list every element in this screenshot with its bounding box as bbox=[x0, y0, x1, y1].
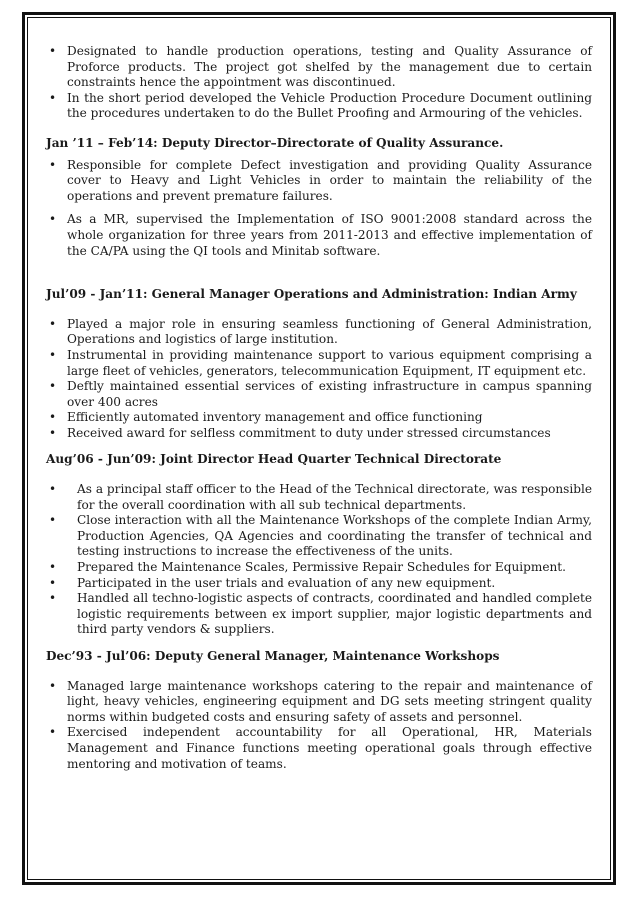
intro-bullet-list bbox=[46, 44, 592, 122]
list-item: • Handled all techno-logistic aspects of contracts, coordinated and handled complete logistic requirements between ex import supplier, major logistic departments and third party vendors & suppliers. bbox=[46, 591, 592, 638]
section-heading-operations: Jul’09 - Jan’11: General Manager Operations and Administration: Indian Army bbox=[46, 287, 577, 302]
section-heading-qa: Jan ’11 – Feb’14: Deputy Director–Directorate of Quality Assurance. bbox=[46, 135, 504, 150]
list-item: • Efficiently automated inventory management and office functioning bbox=[46, 410, 592, 426]
section-qa-bullet-list bbox=[46, 158, 592, 260]
list-item: • Managed large maintenance workshops catering to the repair and maintenance of light, heavy vehicles, engineering equipment and DG sets meeting stringent quality norms within budgeted costs and ensuring safety of assets and personnel. bbox=[46, 679, 592, 726]
section-heading-workshops: Dec’93 - Jul’06: Deputy General Manager, Maintenance Workshops bbox=[46, 649, 500, 663]
section-heading-technical: Aug’06 - Jun’09: Joint Director Head Quarter Technical Directorate bbox=[46, 452, 502, 467]
section-workshops-bullet-list bbox=[46, 679, 592, 773]
list-item: • Responsible for complete Defect investigation and providing Quality Assurance cover to Heavy and Light Vehicles in order to maintain the reliability of the operations and prevent premature failures. bbox=[46, 158, 592, 205]
list-item: • Participated in the user trials and evaluation of any new equipment. bbox=[46, 576, 592, 592]
list-item: • As a MR, supervised the Implementation of ISO 9001:2008 standard across the whole organization for three years from 2011-2013 and effective implementation of the CA/PA using the QI tools and Minitab software. bbox=[46, 212, 592, 259]
resume-content bbox=[46, 44, 592, 772]
list-item: • Designated to handle production operations, testing and Quality Assurance of Proforce products. The project got shelfed by the management due to certain constraints hence the appointment was discontinued. bbox=[46, 44, 592, 91]
list-item: • Prepared the Maintenance Scales, Permissive Repair Schedules for Equipment. bbox=[46, 560, 592, 576]
section-operations-bullet-list bbox=[46, 317, 592, 442]
list-item: • Played a major role in ensuring seamless functioning of General Administration, Operations and logistics of large institution. bbox=[46, 317, 592, 348]
section-technical-bullet-list bbox=[46, 482, 592, 638]
list-item: • Close interaction with all the Maintenance Workshops of the complete Indian Army, Production Agencies, QA Agencies and coordinating the transfer of technical and testing instructions to increase the effectiveness of the units. bbox=[46, 513, 592, 560]
list-item: • In the short period developed the Vehicle Production Procedure Document outlining the procedures undertaken to do the Bullet Proofing and Armouring of the vehicles. bbox=[46, 91, 592, 122]
list-item: • Instrumental in providing maintenance support to various equipment comprising a large fleet of vehicles, generators, telecommunication Equipment, IT equipment etc. bbox=[46, 348, 592, 379]
list-item: • Deftly maintained essential services of existing infrastructure in campus spanning over 400 acres bbox=[46, 379, 592, 410]
list-item: • Exercised independent accountability for all Operational, HR, Materials Management and Finance functions meeting operational goals through effective mentoring and motivation of teams. bbox=[46, 725, 592, 772]
list-item: • As a principal staff officer to the Head of the Technical directorate, was responsible for the overall coordination with all sub technical departments. bbox=[46, 482, 592, 513]
list-item: • Received award for selfless commitment to duty under stressed circumstances bbox=[46, 426, 592, 442]
